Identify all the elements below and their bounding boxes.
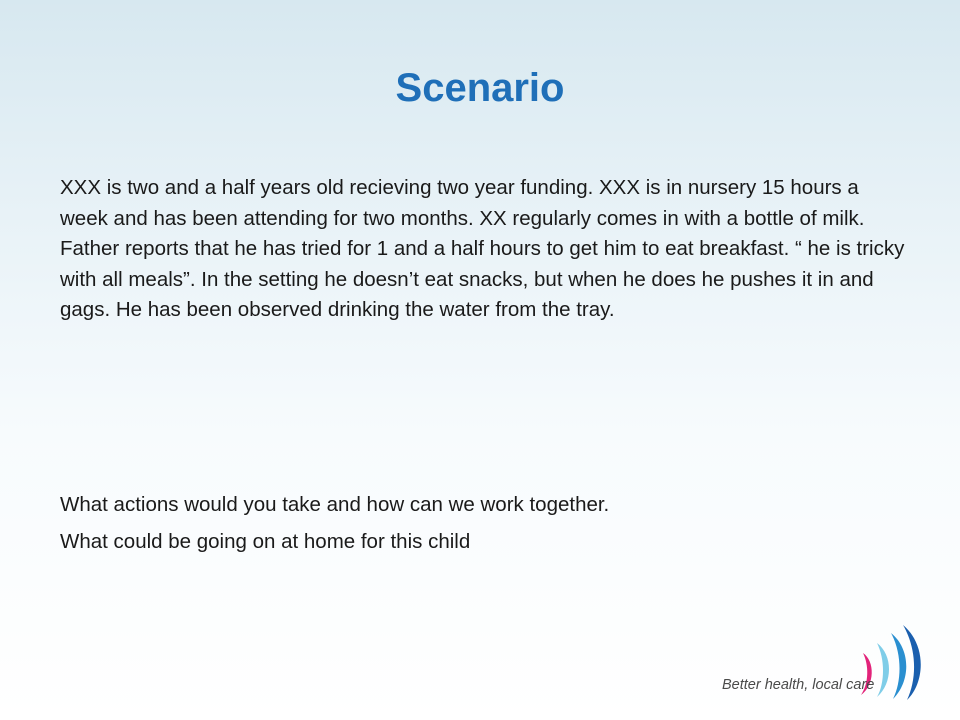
question-item: What could be going on at home for this child [60, 529, 471, 553]
logo-tagline: Better health, local care [722, 677, 875, 693]
question-list [60, 490, 910, 563]
scenario-text: XXX is two and a half years old recieving two year funding. XXX is in nursery 15 hours a week and has been attending for two months. XX regularly comes in with a bottle of milk. Father reports that he has tried for 1 and a half hours to get him to eat breakfast. “ he is tricky with all meals”. In the setting he doesn’t eat snacks, but when he does he pushes it in and gags. He has been observed drinking the water from the tray. [60, 176, 905, 321]
slide-title: Scenario [395, 66, 565, 110]
organisation-logo [700, 625, 925, 705]
question-item: What actions would you take and how can we work together. [60, 493, 610, 516]
